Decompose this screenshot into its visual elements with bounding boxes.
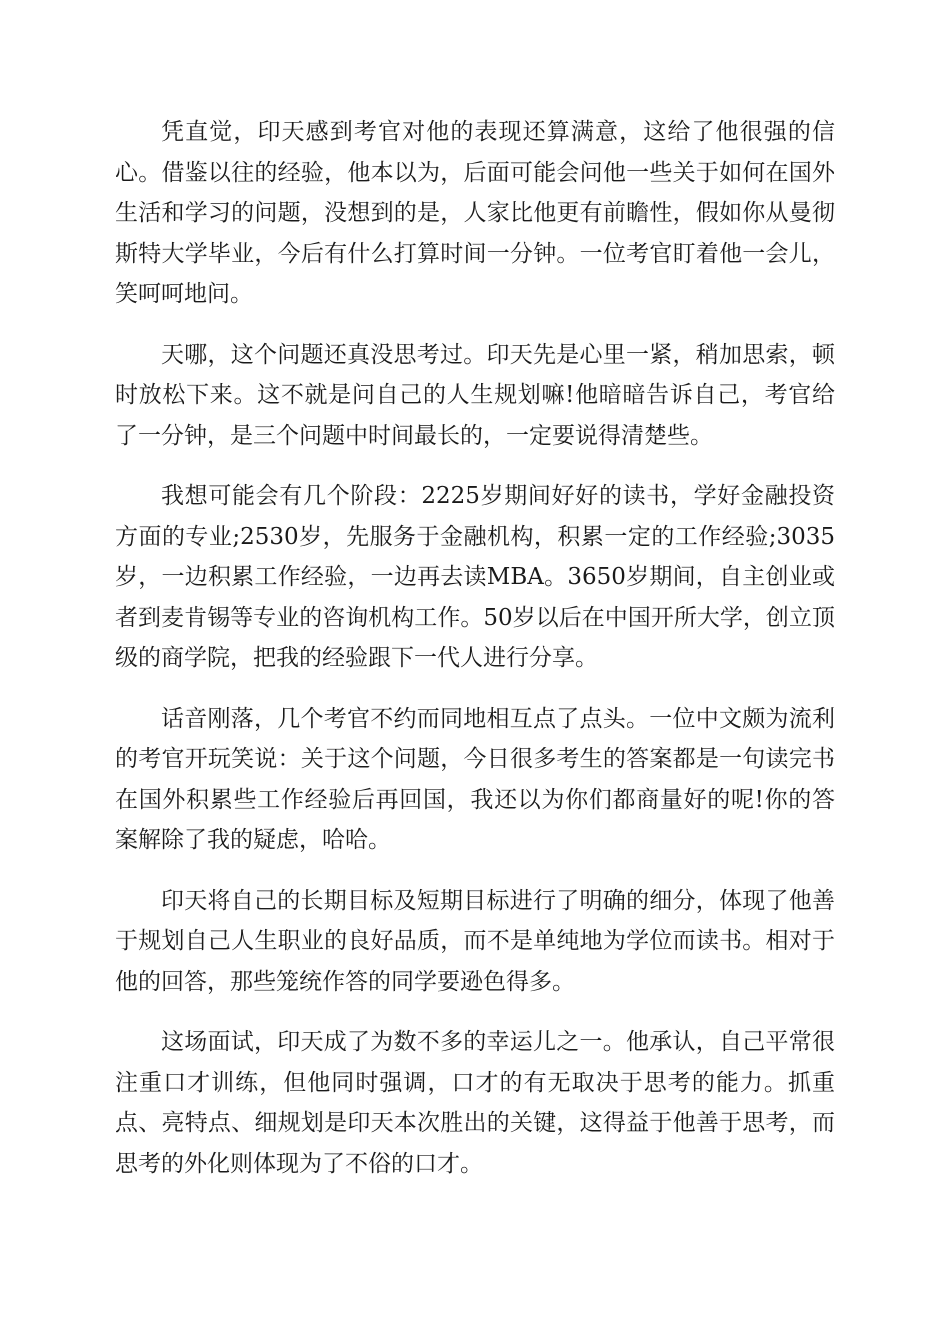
paragraph: 凭直觉，印天感到考官对他的表现还算满意，这给了他很强的信心。借鉴以往的经验，他本以为，后面可能会问他一些关于如何在国外生活和学习的问题，没想到的是，人家比他更有前瞻性，假如你从曼彻斯特大学毕业，今后有什么打算时间一分钟。一位考官盯着他一会儿，笑呵呵地问。 [115,119,835,307]
paragraph: 这场面试，印天成了为数不多的幸运儿之一。他承认，自己平常很注重口才训练，但他同时强调，口才的有无取决于思考的能力。抓重点、亮特点、细规划是印天本次胜出的关键，这得益于他善于思考，而思考的外化则体现为了不俗的口才。 [115,1029,835,1177]
paragraph: 话音刚落，几个考官不约而同地相互点了点头。一位中文颇为流利的考官开玩笑说：关于这个问题，今日很多考生的答案都是一句读完书在国外积累些工作经验后再回国，我还以为你们都商量好的呢!你的答案解除了我的疑虑，哈哈。 [115,705,835,853]
document-body [115,112,835,1204]
paragraph: 我想可能会有几个阶段：2225岁期间好好的读书，学好金融投资方面的专业;2530岁，先服务于金融机构，积累一定的工作经验;3035岁，一边积累工作经验，一边再去读MBA。3650岁期间，自主创业或者到麦肯锡等专业的咨询机构工作。50岁以后在中国开所大学，创立顶级的商学院，把我的经验跟下一代人进行分享。 [115,483,835,671]
paragraph: 天哪，这个问题还真没思考过。印天先是心里一紧，稍加思索，顿时放松下来。这不就是问自己的人生规划嘛!他暗暗告诉自己，考官给了一分钟，是三个问题中时间最长的，一定要说得清楚些。 [115,341,835,449]
paragraph: 印天将自己的长期目标及短期目标进行了明确的细分，体现了他善于规划自己人生职业的良好品质，而不是单纯地为学位而读书。相对于他的回答，那些笼统作答的同学要逊色得多。 [115,887,835,995]
